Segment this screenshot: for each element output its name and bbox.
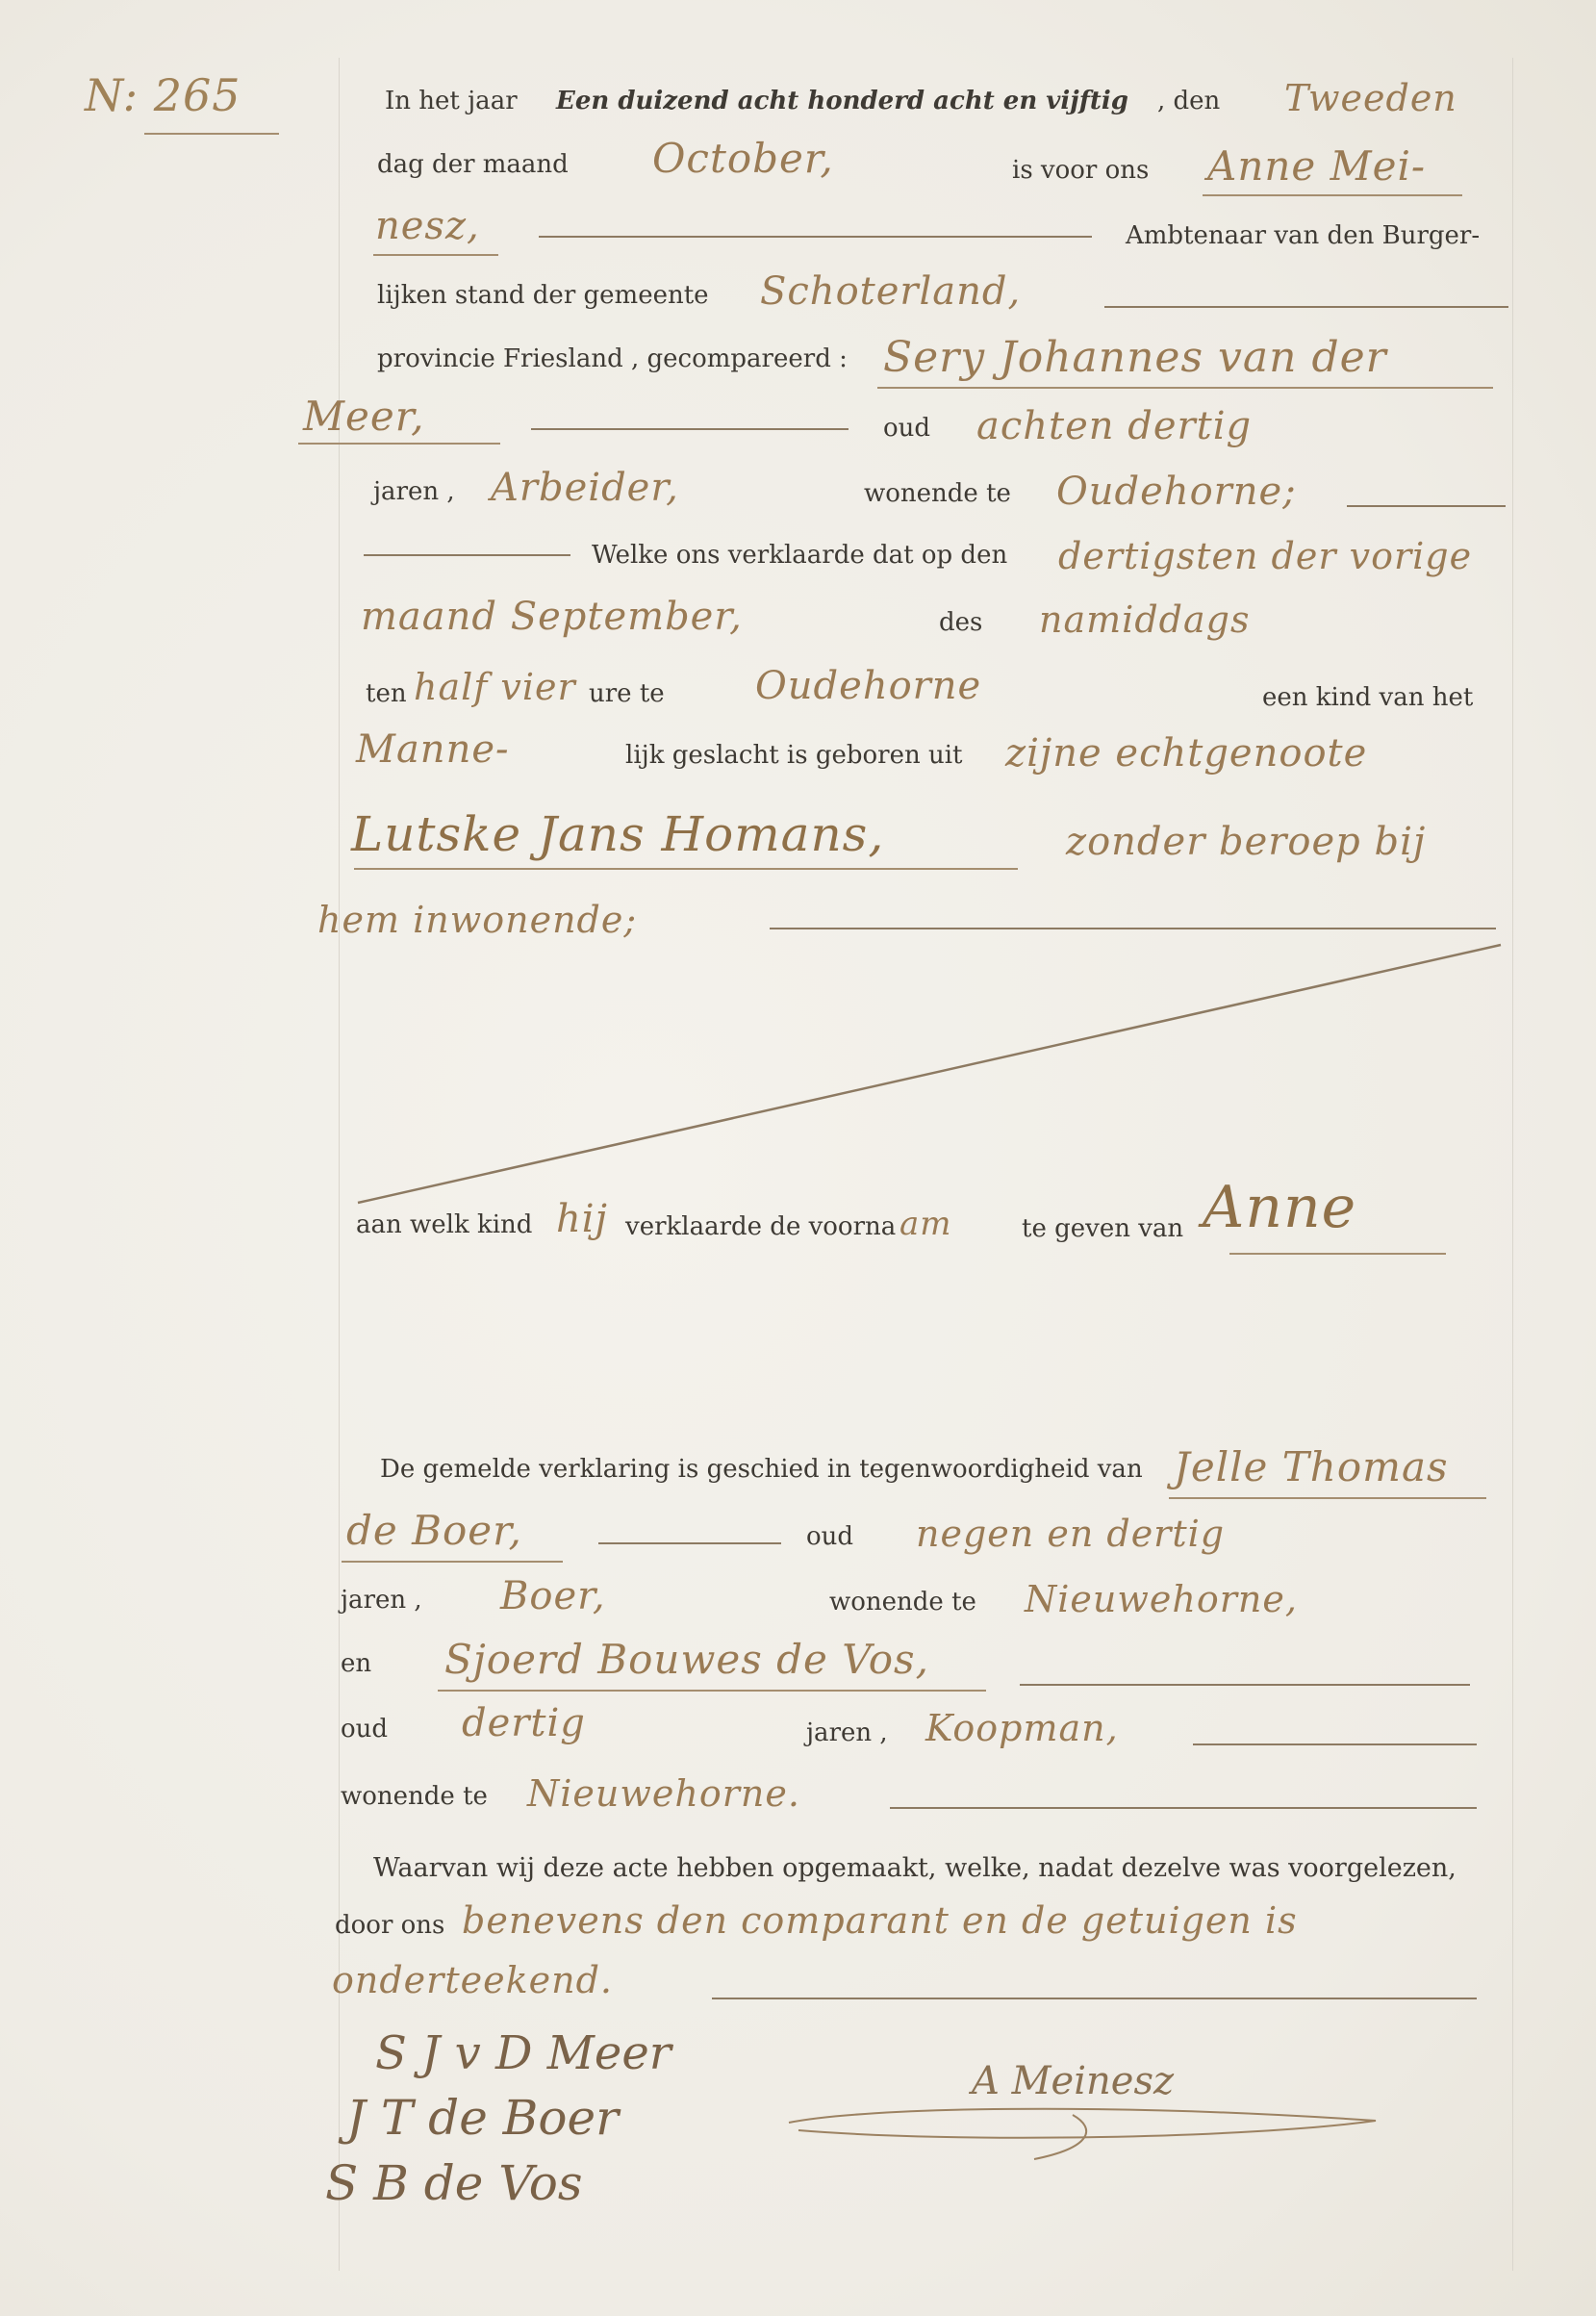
text-ure-te: ure te [589, 679, 665, 708]
hand-month: October, [652, 135, 834, 182]
record-number: N: 265 [85, 69, 241, 121]
hand-witness2-occ: Koopman, [925, 1707, 1119, 1749]
text-door-ons: door ons [335, 1911, 445, 1940]
text-provincie: provincie Friesland , gecompareerd : [377, 344, 848, 373]
text-jaren-w1: jaren , [341, 1586, 422, 1615]
hand-witness1-2: de Boer, [346, 1507, 522, 1554]
text-wonende-te-w1: wonende te [829, 1588, 976, 1616]
hand-official-1: Anne Mei- [1207, 142, 1427, 190]
text-welke: Welke ons verklaarde dat op den [592, 541, 1008, 570]
hand-sex: Manne- [356, 727, 510, 772]
signature-2: J T de Boer [346, 2090, 620, 2146]
text-des: des [939, 608, 983, 637]
text-ten: ten [366, 679, 407, 708]
hand-closing-2: onderteekend. [332, 1959, 613, 2001]
text-wonende-te: wonende te [864, 479, 1011, 508]
text-jaren: jaren , [373, 477, 455, 506]
text-lijk-geslacht: lijk geslacht is geboren uit [625, 741, 963, 770]
text-is-voor-ons: is voor ons [1012, 156, 1150, 185]
hand-witness1-age: negen en dertig [916, 1513, 1226, 1555]
hand-mother-occ-2: hem inwonende; [317, 899, 638, 941]
text-verklaarde: verklaarde de voorna [625, 1212, 897, 1241]
hand-witness1-1: Jelle Thomas [1174, 1443, 1449, 1490]
hand-date-2: maand September, [361, 595, 743, 639]
signature-official: A Meinesz [972, 2059, 1175, 2103]
hand-age: achten dertig [976, 404, 1253, 448]
text-jaren-w2: jaren , [806, 1718, 888, 1747]
hand-am: am [899, 1205, 952, 1243]
year-italic: Een duizend acht honderd acht en vijftig [556, 87, 1128, 115]
hand-hij: hij [556, 1197, 608, 1241]
hand-day: Tweeden [1284, 77, 1457, 119]
text-wonende-te-w2: wonende te [341, 1782, 488, 1811]
hand-witness1-occ: Boer, [500, 1574, 606, 1618]
hand-gemeente: Schoterland, [760, 269, 1022, 314]
text-in-het-jaar: In het jaar [385, 87, 518, 115]
hand-time-of-day: namiddags [1039, 598, 1251, 641]
text-oud-w2: oud [341, 1715, 389, 1743]
hand-official-2: nesz, [375, 204, 480, 248]
text-oud: oud [883, 414, 931, 443]
hand-birthplace: Oudehorne [755, 664, 982, 708]
hand-father-1: Sery Johannes van der [883, 333, 1387, 382]
signature-1: S J v D Meer [375, 2026, 671, 2080]
hand-mother-occ-1: zonder beroep bij [1066, 820, 1427, 864]
text-waarvan: Waarvan wij deze acte hebben opgemaakt, welke, nadat dezelve was voorgelezen, [373, 1853, 1457, 1883]
hand-closing-1: benevens den comparant en de getuigen is [462, 1899, 1298, 1942]
hand-mother: Lutske Jans Homans, [351, 806, 885, 862]
text-dag-der-maand: dag der maand [377, 150, 569, 179]
hand-father-2: Meer, [303, 393, 425, 440]
text-den: , den [1157, 87, 1221, 115]
hand-residence: Oudehorne; [1056, 470, 1297, 514]
text-te-geven-van: te geven van [1022, 1214, 1184, 1243]
hand-witness2-age: dertig [462, 1701, 586, 1745]
text-de-gemelde: De gemelde verklaring is geschied in tegenwoordigheid van [380, 1455, 1143, 1484]
hand-child-name: Anne [1203, 1174, 1357, 1241]
text-een-kind: een kind van het [1262, 683, 1474, 712]
text-aan-welk-kind: aan welk kind [356, 1210, 533, 1239]
text-en: en [341, 1649, 372, 1678]
hand-date-1: dertigsten der vorige [1058, 535, 1473, 577]
hand-witness1-res: Nieuwehorne, [1025, 1578, 1298, 1620]
signature-3: S B de Vos [325, 2155, 583, 2211]
text-ambtenaar: Ambtenaar van den Burger- [1126, 221, 1481, 250]
text-oud-w1: oud [806, 1522, 854, 1551]
hand-occupation: Arbeider, [491, 466, 679, 510]
hand-hour: half vier [414, 666, 576, 708]
text-lijken-stand: lijken stand der gemeente [377, 281, 709, 310]
hand-witness2-res: Nieuwehorne. [527, 1772, 800, 1815]
hand-witness2: Sjoerd Bouwes de Vos, [444, 1636, 929, 1683]
hand-spouse-intro: zijne echtgenoote [1005, 731, 1368, 776]
